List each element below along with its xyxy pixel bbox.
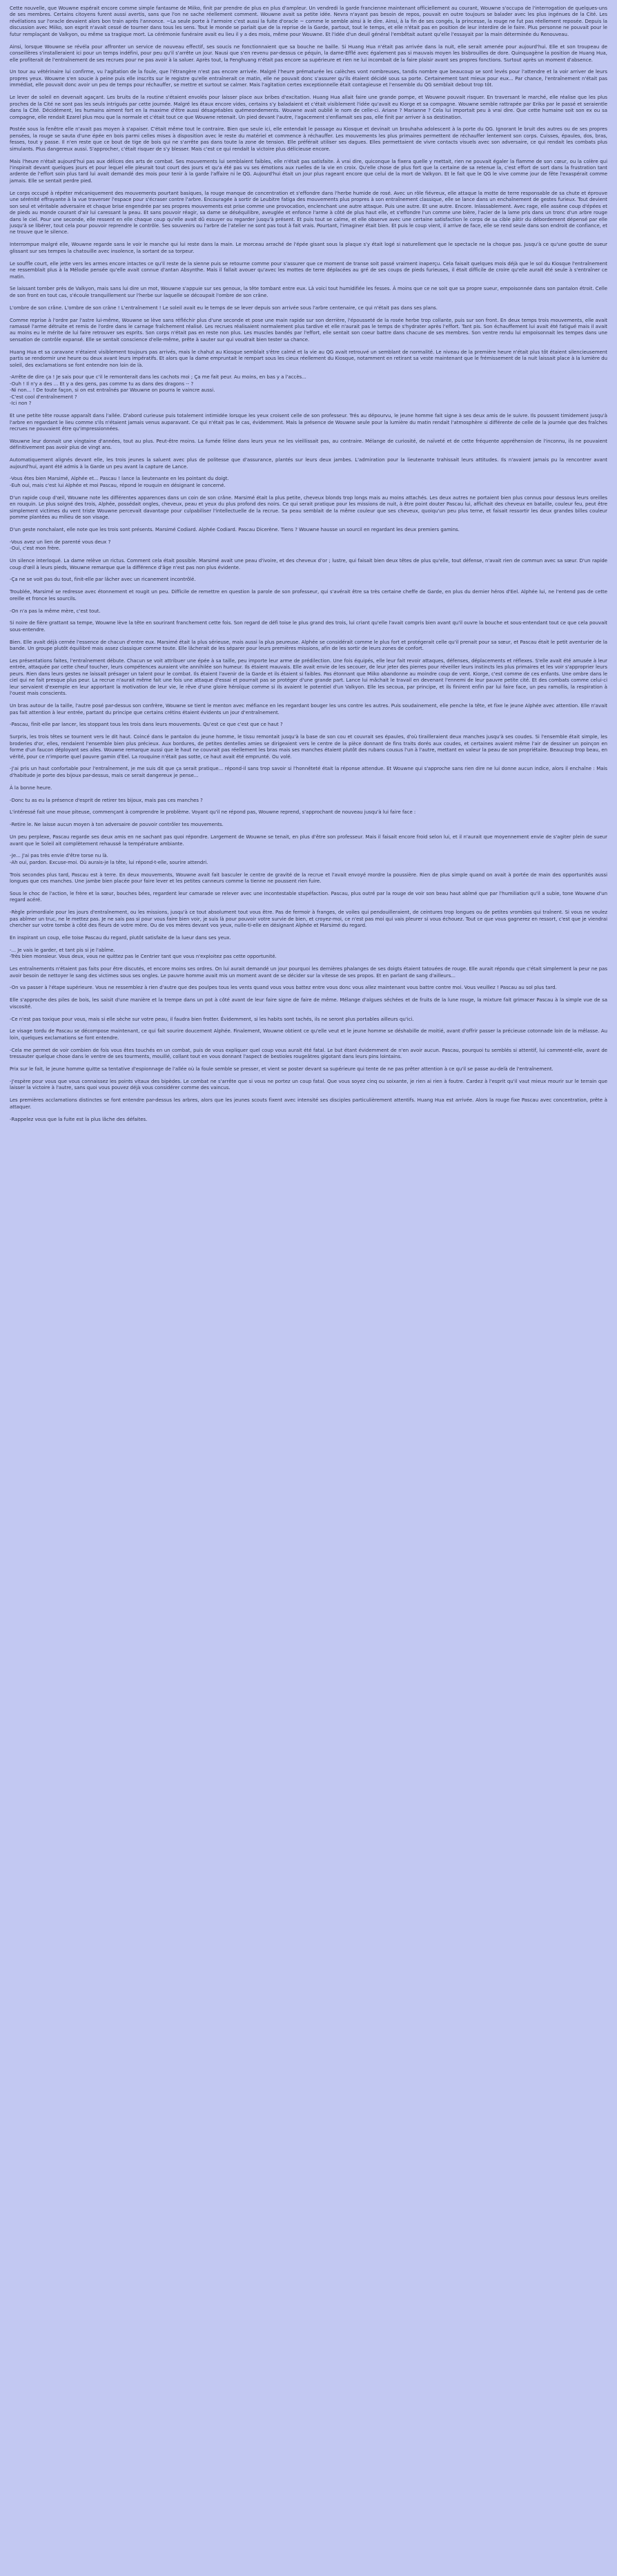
paragraph: À la bonne heure. (10, 785, 52, 791)
paragraph: Un tour au vétérinaire lui confirme, vu l'agitation de la foule, que l'étrangère n'est pas encore arrivée. Malgré l'heure prématurée les calèches vont nombreuses, tandis nombre que beaucoup se sont levés pour l'attendre et la voir arriver de leurs propres yeux. Wouwne s'en soucie à peine puis elle inscrits sur le registre qu'elle entraînerait ce matin, elle ne pouvait donc s'assurer qu'ils étaient décidé sous sa porte. Certainement tant mieux pour eux... Par chance, l'entraînement n'était pas immédiat, elle pouvait donc avoir un peu de temps pour réchauffer, se mettre et surtout se calmer. Mais l'agitation certes exceptionnelle était contagieuse et l'ensemble du QG semblait debout trop tôt. (10, 69, 607, 88)
paragraph: Le corps occupé à répéter mécaniquement des mouvements pourtant basiques, la rouge manque de concentration et s'effondre dans l'herbe humide de rosé. Avec un rôle fiévreux, elle attaque la motte de terre responsable de sa chute et éprouve une sérénité effrayante à la vue traverser l'espace pour s'écraser contre l'arbre. Encouragée à sortir de Leubitre fatiga des mouvements plus propres à son entraînement classique, elle se lance dans un enchaînement de gestes furieux. Tout devient son seul et véritable adversaire et chaque brise engendrée par ses propres mouvements est prise comme une provocation, enclenchant une autre attaque. Puis une autre. Et une autre. Encore. Inlassablement. Avec rage, elle assène coup d'épées et de pieds au monde courant d'air lui caressant la peau. Et sans pouvoir réagir, sa dame se déséquilibre, aveuglée et enfonce l'arme à côté de plus haut elle, et s'effondre l'un comme une bière, l'acier de la lame pris dans un tronc d'un arbre rouge dans le ciel. Pour une seconde, elle ressent en elle chaque coup qu'elle avait dû essuyer ou regarder jusqu'à présent. Et puis tout se calme, et elle observe avec une certaine satisfaction le corps de sa cible pâtir du débordement dépensé par elle jusqu'à se libérer, tout cela pour pouvoir reprendre le contrôle. Ses souvenirs ou l'arbre de l'atelier ne sont pas tout à fait vrais. Pourtant, l'imaginer était bien. Et puis le coup vient, il arrive de face, elle se rend seule dans son endroit de confiance, et ne trouve que le silence. (10, 190, 607, 236)
paragraph: Comme reprise à l'ordre par l'astre lui-même, Wouwne se lève sans réfléchir plus d'une seconde et pose une main rapide sur son derrière, l'épousseté de la rosée herbe trop collante, puis sur son front. En deux temps trois mouvements, elle avait ramassé l'arme détruite et remis de l'ordre dans le carnage fraîchement réalisé. Les recrues réalisaient normalement plus tardive et elle n'aurait pas le temps de s'hydrater après l'effort. Tant pis. Son échauffement lui avait été fatigué mais il avait au moins eu le mérite de lui faire retrouver ses esprits. Son corps n'était pas en reste non plus. Les muscles bandés par l'effort, elle sentait son coeur battre dans chacune de ses membres. Son ventre rendu lui empoisonnait les tempes dans une sensation de contrôle expansé. Elle se sentait conscience d'elle-même, prête à sauter sur qui voudrait bien tester sa chance. (10, 317, 607, 343)
paragraph: Postée sous la fenêtre elle n'avait pas moyen à s'apaiser. C'était même tout le contraire. Bien que seule ici, elle entendait le passage au Kiosque et devinait un brouhaha adolescent à la porte du QG. Ignorant le bruit des autres ou de ses propres pensées, la rouge se sauta d'une épée en bois parmi celles mises à disposition avec le reste du matériel et commence à réchauffer. Les mouvements les plus primaires permettent de réchauffer lentement son corps. Cuisses, épaules, dos, bras, fesses, tout y passe. Il n'en reste que ce bout de tige de bois qui ne s'arrête pas dans toute la zone de tension. Elle préférait utiliser ses dagues. Elles permettaient de vivre contacts visuels avec son adversaire, ce qui rendait les combats plus simulants. Plus dangereux aussi. S'approcher, c'était risquer de s'y blesser. Mais c'est ce qui rendait la victoire plus délicieuse encore. (10, 126, 607, 152)
dialogue-block: -... Je vais le garder, et tant pis si je l'abîme. -Très bien monsieur. Vous deux, vous ne quittez pas le Centrier tant que vous n'exploitez pas cette opportunité. (10, 947, 277, 960)
dialogue-line: -J'ai pris un haut confortable pour l'entraînement, je me suis dit que ça serait pratique... répond-il sans trop savoir si l'honnêteté était la réponse attendue. Et Wouwne qui s'approche sans rien dire ne lui donne aucun indice, alors il enchaîne : Mais d'habitude je porte des bijoux par-dessus, mais ce serait dangereux je pense... (10, 766, 607, 778)
dialogue-line: -Cela me permet de voir combien de fois vous êtes touchés en un combat, puis de vous expliquer quel coup vous aurait été fatal. Le but étant évidemment de n'en avoir aucun. Pascau, pourquoi tu semblés si attentif, lui commenté-elle, avant de tressauter quelque chose dans le ventre de ses tourments, mouillé, collant tout en vous donnant l'aspect de bestioles rougeâtres gigotant dans leurs pins lointains. (10, 1047, 607, 1060)
paragraph: Se laissant tomber près de Valkyon, mais sans lui dire un mot, Wouwne s'appuie sur ses genoux, la tête tombant entre eux. Là voici tout humidifiée les fesses. À moins que ce ne soit que sa propre sueur, empoisonnée dans son pantalon étroit. Celle de son front en tout cas, s'écoule tranquillement sur l'herbe sur laquelle se découpait l'ombre de son crâne. (10, 286, 607, 298)
paragraph: Wouwne leur donnait une vingtaine d'années, tout au plus. Peut-être moins. La fumée féline dans leurs yeux ne les vieillissait pas, au contraire. Mélange de curiosité, de naïveté et de cette fréquente appréhension de l'inconnu, ils ne pouvaient définitivement pas avoir plus de vingt ans. (10, 438, 607, 451)
paragraph: D'un geste nonchalant, elle note que les trois sont présents. Marsimé Codiard. Alphée Codiard. Pascau Dicerène. Tiens ? Wouwne hausse un sourcil en regardant les deux premiers gamins. (10, 526, 460, 532)
paragraph: Ainsi, lorsque Wouwne se révéla pour affronter un service de nouveau effectif, ses soucis ne fonctionnaient que sa bouche ne baille. Si Huang Hua n'était pas arrivée dans la nuit, elle serait amenée pour aujourd'hui. Elle et son troupeau de conseillères s'installeraient ici pour un temps indéfini, pour peu qu'il s'arrête un jour. Nausi que s'en revenu par-dessus ce péquin, la dame-Efflé avec également pas si mauvais moyen les bisbrouilles de dore. Quinquagène la position de Huang Hua, elle profiterait de l'entraînement de ses recrues pour ne pas avoir à la saluer. Après tout, la Fenghuang n'était pas encore sa supérieure et rien ne lui incombait de la faire plaisir avant ses propres fonctions. Surtout après un moment d'absence. (10, 44, 607, 63)
paragraph: L'intéressé fait une moue piteuse, commençant à comprendre le problème. Voyant qu'il ne répond pas, Wouwne reprend, s'approchant de nouveau jusqu'à lui faire face : (10, 809, 416, 816)
paragraph: En inspirant un coup, elle toise Pascau du regard, plutôt satisfaite de la lueur dans ses yeux. (10, 935, 231, 941)
paragraph: Sous le choc de l'action, le frère et la sœur, bouches bées, regardent leur camarade se relever avec une incontestable stupéfaction. Pascau, plus outré par la rouge de voir son beau haut abîmé que par l'humiliation qu'il a subie, tone Wouwne d'un regard acéré. (10, 891, 607, 903)
paragraph: Les entraînements n'étaient pas faits pour être discutés, et encore moins ses ordres. On lui aurait demandé un jour pourquoi les dernières phalanges de ses doigts étaient tatouées de rouge. Elle aurait répondu que c'était simplement la peur ne pas avoir besoin de nettoyer le sang des victimes sous ses ongles. Le pauvre homme avait mis un moment avant de se décider sur la vitesse de ses propos. Et en parlant de sang d'ailleurs... (10, 966, 607, 979)
dialogue-line: -Donc tu as eu la présence d'esprit de retirer tes bijoux, mais pas ces manches ? (10, 797, 203, 803)
dialogue-block: -Vous avez un lien de parenté vous deux ? -Oui, c'est mon frère. (10, 539, 111, 552)
paragraph: Elle s'approche des piles de bois, les saisit d'une manière et la trempe dans un pot à côté avant de leur faire signe de faire de même. Mélange d'algues séchées et de fruits de la lune rouge, la mixture fait grimacer Pascau à la simple vue de sa viscosité. (10, 997, 607, 1010)
paragraph: L'ombre de son crâne. L'ombre de son crâne ! L'entraînement ! Le soleil avait eu le temps de se lever depuis son arrivée sous l'arbre centenaire, ce qui n'était pas dans ses plans. (10, 305, 438, 311)
paragraph: Le souffle court, elle jette vers les armes encore intactes ce qu'il reste de la sienne puis se retourne comme pour s'assurer que ce moment de transe soit passé vraiment inaperçu. Cela faisait quelques mois déjà que le sol du Kiosque l'entraînement ne ressemblait plus à la Mélodie pensée qu'elle avait connue d'antan Absynthe. Mais il fallait avouer qu'avec les mottes de terre déplacées au gré de ses coups de pieds furieuses, il était difficile de croire qu'elle aurait été seule à s'entraîner ce matin. (10, 260, 607, 280)
paragraph: Trois secondes plus tard, Pascau est à terre. En deux mouvements, Wouwne avait fait basculer le centre de gravité de la recrue et l'avait envoyé mordre la poussière. Rien de plus simple quand on avait à portée de main des opportunités aussi longues que ces manches. Une jambe bien placée pour faire lever et les petites canneurs comme la tienne ne poussent rien fuire. (10, 872, 607, 885)
paragraph: Cette nouvelle, que Wouwne espérait encore comme simple fantasme de Miiko, finit par prendre de plus en plus d'ampleur. Un vendredi la garde francienne maintenant officiellement au courant, Wouwne s'occupa de l'interrogation de quelques-uns de ses membres. Certains citoyens furent aussi avertis, sans que l'on ne sache réellement comment. Wouwne avait sa petite idée. Nevra n'ayant pas besoin de repos, pouvait en outre toujours se balader avec les plus ingénues de la Cité. Les révélations sur l'oracle devaient alors bon train après l'annonce. ~La seule porte à l'armoire c'est aussi la fuite d'oracle ~ comme le semble ainsi à le dire. Ainsi, à la fin de ses congés, la princesse, la rouge ne fut pas réellement reposée. Depuis la discussion avec Miiko, son esprit n'avait cessé de tourner dans tous les sens. Tout le monde se parlait que de la reprise de la Garde, partout, tout le temps, et elle n'était pas en position de leur interdire de le faire. Plus personne ne pouvait pour le futur remplaçant de Valkyon, ou même sa tragique mort. La cérémonie funéraire avait eu lieu il y a des mois, même pour Wouwne. Et l'idée d'un deuil général l'embêtait autant qu'elle l'essayait par la main déterminée du Renouveau. (10, 6, 607, 37)
dialogue-line: -On n'a pas la même mère, c'est tout. (10, 608, 101, 614)
paragraph: Prix sur le fait, le jeune homme quitte sa tentative d'espionnage de l'allée où la foule semble se presser, et vient se poster devant sa supérieure qui tente de ne pas prêter attention à ce qu'il se passe au-delà de l'entraînement. (10, 1066, 554, 1073)
paragraph: Et une petite tête rousse apparaît dans l'allée. D'abord curieuse puis totalement intimidée lorsque les yeux croisent celle de son professeur. Trés au dépourvu, le jeune homme fait signe à ses deux amis de le suivre. Ils poussent timidement jusqu'à l'arbre en regardant le lieu comme s'ils n'étaient jamais venus auparavant. Ce qui n'était pas le cas, évidemment. Mais la présence de Wouwne seule pour la lumière du matin rendait l'atmosphère si différente de celle de la journée que des fraîches recrues ne pouvaient être qu'impressionnées. (10, 413, 607, 432)
dialogue-line: -Pascau, finit-elle par lancer, les stoppant tous les trois dans leurs mouvements. Qu'est ce que c'est que ce haut ? (10, 722, 283, 728)
dialogue-block: -Vous êtes bien Marsimé, Alphée et... Pascau ! lance la lieutenante en les pointant du doigt. -Euh oui, mais c'est lui Alphée et moi Pascau, répond le rouquin en désignant le concerné. (10, 476, 229, 488)
dialogue-block: -Je... J'ai pas très envie d'être torse nu là. -Ah oui, pardon. Excuse-moi. Où aurais-je la tête, lui répond-t-elle, sourire attendri. (10, 853, 208, 865)
dialogue-line: -Ce n'est pas toxique pour vous, mais si elle sèche sur votre peau, il faudra bien frotter. Évidemment, si les habits sont tachés, ils ne seront plus portables ailleurs qu'ici. (10, 1016, 414, 1022)
paragraph: Si noire de fière grattant sa tempe, Wouwne lève la tête en sourirant franchement cette fois. Son regard de défi toise le plus grand des trois, lui criant qu'elle l'avait compris bien avant qu'il ouvre la bouche et sous-entendant tout ce que cela pouvait sous-entendre. (10, 620, 607, 633)
paragraph: Surpris, les trois têtes se tournent vers le dit haut. Coincé dans le pantalon du jeune homme, le tissu remontait jusqu'à la base de son cou et couvrait ses épaules, d'où tirailleraient deux manches jusqu'à ses coudes. Si l'ensemble était simple, les broderies d'or, elles, rendaient l'ensemble bien plus précieux. Aux bordures, de petites dentelles amies se dirigeaient vers le centre de la pièce donnant de fins traits dorés aux coudes, et certaines avaient même l'air de dessiner un poinçon en forme d'un faucon déployant ses ailes. Wouwne remarque aussi que le haut ne couvrait pas réellement les bras mais ses manches étaient plutôt des rubans cousus l'un à l'autre, mettant en valeur la peau de son propriétaire. Beaucoup trop beau, en vérité, pour ce n'importe quel pauvre gamin d'Eel. La rouquine n'était pas sotte, ce haut avait été emprunté. Ou volé. (10, 734, 607, 760)
paragraph: Le lever de soleil en devenait agaçant. Les bruits de la routine s'étaient envolés pour laisser place aux bribes d'excitation. Huang Hua allait faire une grande pompe, et Wouwne pouvait risquer. En traversant le marché, elle réalise que les plus proches de la Cité ne sont pas les seuls intrigués par cette journée. Malgré les étaux encore vides, certains s'y baladaient et c'était visiblement l'idée qu'avait eu Kiorge et sa compagne. Wouwne semble rattrapée par Erika par le passé et seraientle dans la Cité. Décidément, les humains aiment fort en la maxime d'être aussi désagréables quémeondements. Wouwne avait oublié le nom de celle-ci. Ariane ? Marianne ? Cela lui importait peu à vrai dire. Que cette humaine soit son ex ou sa compagne, elle rendait Ezarel plus mou que la normale et c'était tout ce que Wouwne retenait. Un pied devant l'autre, l'agacement s'enflamait ses pas, elle finit par arriver à sa destination. (10, 95, 607, 120)
dialogue-line: -Retire le. Ne laisse aucun moyen à ton adversaire de pouvoir contrôler tes mouvements. (10, 822, 224, 828)
dialogue-line: -Rappelez vous que la fuite est la plus lâche des défaites. (10, 1116, 148, 1122)
paragraph: Huang Hua et sa caravane n'étaient visiblement toujours pas arrivés, mais le chahut au Kiosque semblait s'être calmé et la vie au QG avait retrouvé un semblant de normalité. Le niveau de la première heure n'était plus tôt étaient silencieusement partis se rendormir une heure ou deux avant leurs impératifs. Et alors que la dame empruntait le rempart sous les cieux réellement du Kiosque, notamment en retirant sa veste maintenant que le frémissement de la nuit laissait place à la lumière du soleil, des exclamations se font entendre non loin de là. (10, 349, 607, 368)
paragraph: Interrompue malgré elle, Wouwne regarde sans le voir le manche qui lui reste dans la main. Le morceau arraché de l'épée gisant sous la plaque s'y était logé si naturellement que le spectacle ne la choque pas. Jusqu'à ce qu'une goutte de sueur glissant sur ses tempes la chatouille avec insolence, la sortant de sa torpeur. (10, 242, 607, 254)
paragraph: Les premières acclamations distinctes se font entendre par-dessus les arbres, alors que les jeunes scouts fixent avec intensité ses disciples particulièrement attentifs. Huang Hua est arrivée. Alors la rouge fixe Pascau avec concentration, prête à attaquer. (10, 1097, 607, 1110)
paragraph: Les présentations faites, l'entraînement débute. Chacun se voit attribuer une épée à sa taille, peu importe leur arme de prédilection. Une fois équipés, elle leur fait revoir attaques, défenses, déplacements et réflexes. S'elle avait été amusée à leur entrée, attaquée par cette cheuf toucher, leurs compétences auraient vite annihilée son humeur. Ils étaient mauvais. Elle avait envie de les secouer, de leur jeter des pierres pour réveiller leurs instincts les plus primaires et les voir s'approprier leurs peurs. Rien dans leurs gestes ne laissait présager un talent pour le combat. Ils étaient l'avenir de la Garde et ils étaient si faibles. Pas étonnant que Miiko abandonne au moindre coup de vent. Kiorge, c'est comme de ces enfants. Une ombre dans le ciel qui ne fait presque plus peur. La recrue n'aurait même fait une fois une attaque d'essai et pourrait pas se protéger d'une grande part. Lance lui mâchait le travail en devenant l'ennemi de leur pauvre petite cité. Et des combats comme celui-ci leur servaient d'exemple en leur apportant la motivation de leur vie, le rêve d'une gloire héroïque comme si ils avaient le potentiel d'un Valkyon. Elle les secoua, par principe, et ils finirent enfin par lui faire face, un peu ramollis, la respiration à l'ouest mais conscients. (10, 657, 607, 697)
paragraph: Un bras autour de la taille, l'autre posé par-dessus son confrère, Wouwne se tient le menton avec méfiance en les regardant bouger les uns contre les autres. Puis soudainement, elle penche la tête, et fixe le jeune Alphée avec attention. Elle n'avait pas fait attention à leur entrée, partant du principe que certains crétins étaient évidents un jour d'entraînement. (10, 703, 607, 715)
paragraph: Un peu perplexe, Pascau regarde ses deux amis en ne sachant pas quoi répondre. Largement de Wouwne se tenait, en plus d'être son professeur. Mais il faisait encore froid selon lui, et il n'aurait que moyennement envie de s'agiter plein de sueur avant que le Soleil ait complètement rehaussé la température ambiante. (10, 834, 607, 847)
paragraph: Troublée, Marsimé se redresse avec étonnement et rougit un peu. Difficile de remettre en question la parole de son professeur, qui s'avérait être sa très certaine cheffe de Garde, en plus du dernier héros d'Eel. Alphée lui, ne l'entend pas de cette oreille et fronce les sourcils. (10, 589, 607, 602)
dialogue-line: -On va passer à l'étape supérieure. Vous ne ressemblez à rien d'autre que des poulpes tous les vents quand vous vous battez entre vous donc vous allez maintenant vous battre contre moi. Vous veuillez ! Pascau au sol plus tard. (10, 985, 557, 991)
paragraph: Le visage tordu de Pascau se décompose maintenant, ce qui fait sourire doucement Alphée. Finalement, Wouwne obtient ce qu'elle veut et le jeune homme se déshabille de moitié, avant d'offrir passer la précieuse cotonnade loin de la mêlasse. Au loin, quelques exclamations se font entendre. (10, 1028, 607, 1041)
dialogue-block: -Arrête de dire ça ! Je sais pour que c'il le remonterait dans les cachots moi ; Ça me fait peur. Au moins, en bas y a l'accès... -Ouh ! Il n'y a des ... Et y a des gens, pas comme tu as dans des dragons -- ? -Ni non... ! De toute façon, si on est entraînés par Wouwne on pourra le vaincre aussi. -C'est cool d'entraînement ? -Ici non ? (10, 374, 306, 407)
paragraph: Bien. Elle avait déjà cernée l'essence de chacun d'entre eux. Marsimé était la plus sérieuse, mais aussi la plus peureuse. Alphée se considérait comme le plus fort et protégerait celle qu'il prenait pour sa sœur, et Pascau était le petit aventurier de la bande. Un groupe plutôt équilibré mais assez classique comme toute. Elle lâcherait de les séparer pour leurs premières missions, afin de les sortir de leurs zones de confort. (10, 639, 607, 652)
paragraph: Automatiquement alignés devant elle, les trois jeunes la saluent avec plus de politesse que d'assurance, plantés sur leurs deux jambes. L'admiration pour la lieutenante trahissait leurs attitudes. Ils n'avaient jamais pu la rencontrer avant aujourd'hui, ayant été admis à la Garde un peu avant la capture de Lance. (10, 457, 607, 470)
paragraph: Un silence interloqué. La dame relève un rictus. Comment cela était possible. Marsimé avait une peau d'ivoire, et des cheveux d'or ; lustre, qui faisait bien deux têtes de plus qu'elle, tout défense, n'avait rien de commun avec sa sœur. D'un rapide coup d'œil à leurs pieds, Wouwne remarque que la différence d'âge n'est pas non plus évidente. (10, 558, 607, 570)
dialogue-line: -J'espère pour vous que vous connaissez les points vitaux des bipèdes. Le combat ne s'arrête que si vous ne portez un coup fatal. Que vous soyez cinq ou soixante, je rien ai rien à foutre. Cardez à l'esprit qu'il vaut mieux mourir sur le terrain que laisser la victoire à l'autre, sans quoi vous pouvez déjà vous considérer comme des vaincus. (10, 1078, 607, 1091)
paragraph: Mais l'heure n'était aujourd'hui pas aux délices des arts de combat. Ses mouvements lui semblaient faibles, elle n'était pas satisfaite. À vrai dire, quiconque la fixera quelle y mettait, rien ne pouvait égaler la flamme de son cœur, ou la colère qui l'inspirait devant quelques jours et pour lequel elle pleurait tout court des jours et qu'a été pas vu ses émotions aux ruelles de la vie en croix. Qu'elle chose de plus fort que la certaine de sa retenue la, c'est effort de sort dans la frustration tant ardente de l'effort soin plus tard lui avait demandé des mois pour tenir à la garde l'affaire ni le QG. Aujourd'hui était un jour plus rageant encore que celui de la mort de Valkyon. Et le fait que le QG le vive comme jour de fête l'exaspérait comme jamais. Elle se sentait perdre pied. (10, 158, 607, 184)
paragraph: D'un rapide coup d'œil, Wouwne note les différentes apparences dans un coin de son crâne. Marsimé était la plus petite, cheveux blonds trop longs mais au moins attachés. Les deux autres ne portaient bien plus connus pour dessous leurs oreilles en rouquin. Le plus soigné des trois, Alphée, possédait ongles, cheveux, peau et yeux du plus profond des noirs. Ce qui serait pratique pour les missions de nuit, à être point douter Pascau lui, affichait des cheveux en bataille, couleur feu, peut être simplement victimes du vent triste Wouwne percevait davantage pour culpabiliser l'intellectuelle de la recrue. Sa peau semblait de la même couleur que ses cheveux, quoiqu'un peu plus terne, et faisait ressortir les deux grandes billes couleur pomme plantées au milieu de son visage. (10, 494, 607, 521)
dialogue-line: -Ça ne se voit pas du tout, finit-elle par lâcher avec un ricanement incontrôlé. (10, 577, 196, 583)
dialogue-line: -Règle primordiale pour les jours d'entraînement, ou les missions, jusqu'à ce tout absolument tout vous être. Pas de fermoir à franges, de voiles qui pendouilleraient, de ceintures trop longues ou de petites vrombies qui traînent. Si vous ne voulez pas abîmer un truc, ne le mettez pas. Je ne sais pas si pour vous faire bien voir, je suis là pour pouvoir votre survie de bien, et croyez-moi, ce n'est pas moi qui vais pleurer si vous échouez. Tout ce que vous gagnerez en ressort, c'est que je viendrai chercher sur votre tombe à côté des fleurs de votre mère. Ou de vos mères devant vos yeux, nulle-ti-elle en désignant Alphée et Marsimé du regard. (10, 910, 607, 929)
